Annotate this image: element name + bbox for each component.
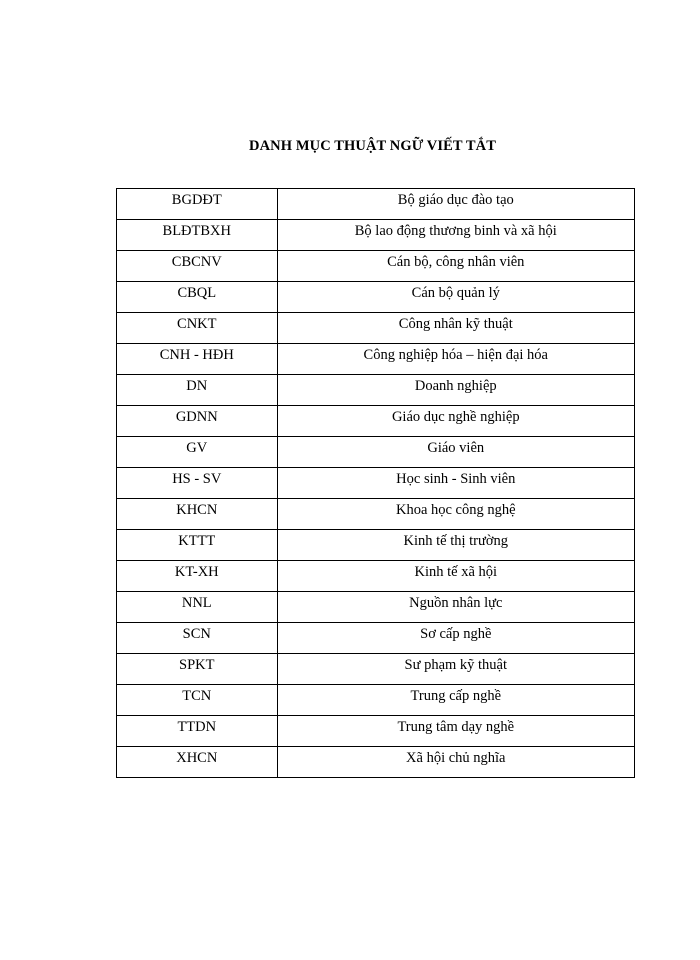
table-row [117,220,635,251]
abbreviation-meaning: Xã hội chủ nghĩa [406,749,506,766]
abbreviation-code: CBQL [177,284,217,301]
table-row [117,406,635,437]
table-row [117,654,635,685]
table-row [117,685,635,716]
abbreviation-code-cell [117,251,278,282]
abbreviation-code: GV [186,439,208,456]
table-row [117,251,635,282]
abbreviation-meaning-cell [277,716,634,747]
abbreviation-meaning-cell [277,623,634,654]
abbreviation-meaning-cell [277,189,634,220]
abbreviation-code: TCN [182,687,212,704]
table-row [117,375,635,406]
abbreviation-meaning-cell [277,499,634,530]
abbreviation-meaning-cell [277,468,634,499]
abbreviation-code: CNKT [177,315,217,332]
abbreviation-code-cell [117,468,278,499]
abbreviation-meaning-cell [277,406,634,437]
table-row [117,530,635,561]
abbreviation-code: DN [186,377,208,394]
abbreviation-meaning: Khoa học công nghệ [395,501,516,518]
table-row [117,189,635,220]
abbreviation-meaning: Công nghiệp hóa – hiện đại hóa [363,346,548,363]
abbreviation-meaning-cell [277,437,634,468]
abbreviation-code-cell [117,685,278,716]
table-row [117,747,635,778]
abbreviation-table-body [117,189,635,778]
abbreviation-code-cell [117,437,278,468]
abbreviation-code-cell [117,344,278,375]
abbreviation-meaning-cell [277,375,634,406]
table-row [117,282,635,313]
abbreviation-meaning: Trung cấp nghề [410,687,502,704]
page-title: DANH MỤC THUẬT NGỮ VIẾT TẮT [249,138,496,154]
table-row [117,623,635,654]
abbreviation-code-cell [117,654,278,685]
table-row [117,716,635,747]
abbreviation-meaning-cell [277,220,634,251]
abbreviation-meaning-cell [277,561,634,592]
abbreviation-code-cell [117,530,278,561]
abbreviation-code: TTDN [177,718,217,735]
abbreviation-meaning: Cán bộ quản lý [411,284,500,301]
abbreviation-table [116,188,635,778]
abbreviation-code: GDNN [175,408,218,425]
abbreviation-meaning: Giáo dục nghề nghiệp [391,408,520,425]
abbreviation-code: BLĐTBXH [162,222,232,239]
abbreviation-meaning-cell [277,251,634,282]
abbreviation-meaning: Kinh tế thị trường [403,532,509,549]
abbreviation-code: CNH - HĐH [159,346,234,363]
abbreviation-code: SPKT [179,656,215,673]
abbreviation-meaning: Doanh nghiệp [414,377,497,394]
abbreviation-code-cell [117,499,278,530]
abbreviation-code: KHCN [176,501,218,518]
abbreviation-meaning: Bộ giáo dục đào tạo [397,191,514,208]
abbreviation-code: XHCN [176,749,218,766]
abbreviation-meaning: Trung tâm dạy nghề [397,718,515,735]
abbreviation-code-cell [117,220,278,251]
abbreviation-code: KT-XH [174,563,219,580]
abbreviation-code: HS - SV [172,470,222,487]
abbreviation-code: CBCNV [171,253,222,270]
table-row [117,592,635,623]
table-row [117,499,635,530]
abbreviation-code: NNL [181,594,212,611]
abbreviation-code-cell [117,623,278,654]
abbreviation-meaning: Cán bộ, công nhân viên [387,253,525,270]
abbreviation-code-cell [117,189,278,220]
abbreviation-code-cell [117,716,278,747]
abbreviation-code-cell [117,592,278,623]
abbreviation-meaning: Nguồn nhân lực [409,594,503,611]
abbreviation-code: KTTT [178,532,216,549]
abbreviation-code-cell [117,375,278,406]
abbreviation-meaning: Sơ cấp nghề [420,625,492,642]
abbreviation-meaning-cell [277,685,634,716]
table-row [117,313,635,344]
table-row [117,561,635,592]
abbreviation-meaning-cell [277,344,634,375]
abbreviation-code-cell [117,282,278,313]
abbreviation-code: BGDĐT [171,191,222,208]
abbreviation-meaning-cell [277,592,634,623]
abbreviation-meaning: Giáo viên [427,439,485,456]
abbreviation-meaning-cell [277,530,634,561]
abbreviation-meaning: Học sinh - Sinh viên [396,470,516,487]
abbreviation-code-cell [117,406,278,437]
table-row [117,344,635,375]
abbreviation-code-cell [117,313,278,344]
abbreviation-meaning-cell [277,282,634,313]
abbreviation-meaning-cell [277,654,634,685]
abbreviation-meaning: Công nhân kỹ thuật [398,315,513,332]
abbreviation-code-cell [117,561,278,592]
abbreviation-meaning: Kinh tế xã hội [414,563,498,580]
abbreviation-meaning: Sư phạm kỹ thuật [404,656,508,673]
table-row [117,437,635,468]
table-row [117,468,635,499]
abbreviation-code-cell [117,747,278,778]
abbreviation-code: SCN [182,625,211,642]
abbreviation-meaning-cell [277,313,634,344]
abbreviation-meaning: Bộ lao động thương binh và xã hội [354,222,557,239]
abbreviation-meaning-cell [277,747,634,778]
